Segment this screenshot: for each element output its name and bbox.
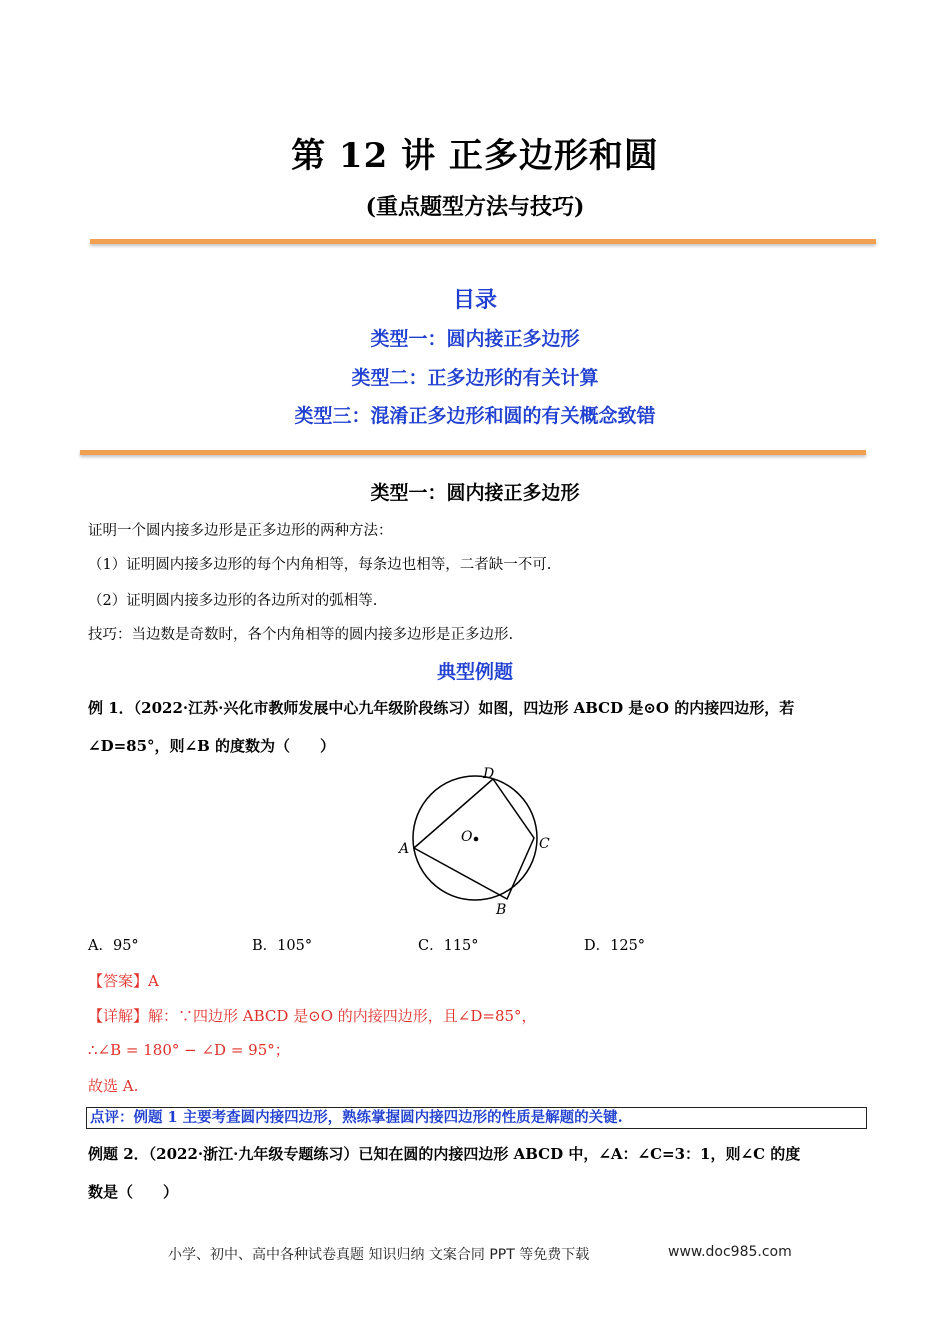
label-c: C	[539, 836, 550, 852]
example-heading: 典型例题	[436, 661, 513, 683]
solution-detail: 【详解】解：∵四边形 ABCD 是⊙O 的内接四边形，且∠D=85°，	[88, 1007, 537, 1025]
divider-top	[90, 239, 876, 244]
toc-title: 目录	[452, 287, 497, 313]
option-a[interactable]: A．95°	[88, 938, 139, 954]
option-c[interactable]: C．115°	[418, 938, 479, 954]
footer-link[interactable]: www.doc985.com	[668, 1244, 792, 1260]
option-b[interactable]: B．105°	[252, 938, 313, 954]
example2-question-line2: 数是（ ）	[88, 1183, 179, 1201]
section-heading: 类型一：圆内接正多边形	[370, 482, 580, 504]
footer-text: 小学、初中、高中各种试卷真题 知识归纳 文案合同 PPT 等免费下载	[168, 1247, 590, 1263]
tip: 技巧：当边数是奇数时，各个内角相等的圆内接多边形是正多边形.	[88, 627, 514, 643]
page-title: 第 12 讲 正多边形和圆	[291, 136, 659, 176]
example1-question-line1: 例 1．（2022·江苏·兴化市教师发展中心九年级阶段练习）如图，四边形 ABCD 是⊙O 的内接四边形，若	[88, 699, 795, 717]
label-b: B	[496, 902, 507, 918]
solution-conclusion: 故选 A.	[88, 1077, 139, 1095]
center-point	[474, 837, 479, 842]
circle-quadrilateral-figure	[390, 762, 560, 922]
example2-question-line1: 例题 2．（2022·浙江·九年级专题练习）已知在圆的内接四边形 ABCD 中，∠A：∠C=3：1，则∠C 的度	[88, 1145, 801, 1163]
method-intro: 证明一个圆内接多边形是正多边形的两种方法：	[88, 523, 393, 539]
comment-box: 点评：例题 1 主要考查圆内接四边形，熟练掌握圆内接四边形的性质是解题的关键.	[86, 1107, 867, 1129]
label-a: A	[399, 841, 410, 857]
example1-question-line2: ∠D=85°，则∠B 的度数为（ ）	[88, 737, 335, 755]
divider-toc	[80, 450, 866, 455]
label-d: D	[483, 766, 495, 782]
toc-item-3[interactable]: 类型三：混淆正多边形和圆的有关概念致错	[294, 405, 656, 427]
page-subtitle: (重点题型方法与技巧)	[365, 194, 585, 220]
toc-item-1[interactable]: 类型一：圆内接正多边形	[370, 328, 580, 350]
toc-item-2[interactable]: 类型二：正多边形的有关计算	[351, 367, 599, 389]
answer: 【答案】A	[88, 972, 159, 990]
solution-step: ∴∠B = 180° − ∠D = 95°；	[88, 1041, 290, 1059]
method-2: （2）证明圆内接多边形的各边所对的弧相等.	[88, 593, 378, 609]
method-1: （1）证明圆内接多边形的每个内角相等，每条边也相等，二者缺一不可.	[88, 557, 552, 573]
label-o: O	[461, 829, 473, 845]
option-d[interactable]: D．125°	[584, 938, 646, 954]
